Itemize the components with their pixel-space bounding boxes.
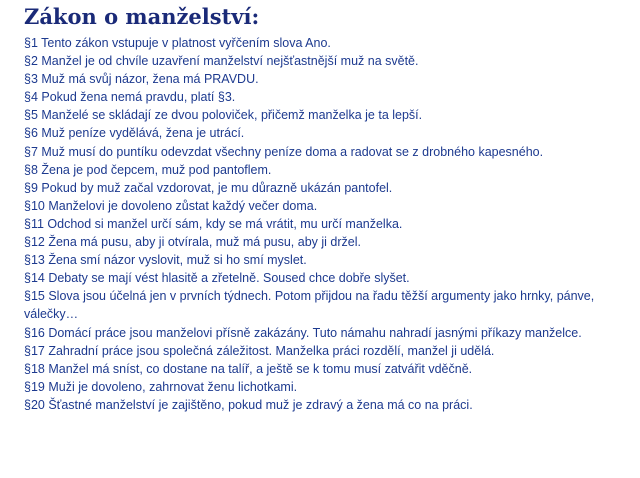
law-paragraph-6: §6 Muž peníze vydělává, žena je utrácí. <box>24 126 245 141</box>
law-paragraph-10: §10 Manželovi je dovoleno zůstat každý večer doma. <box>24 198 318 213</box>
law-paragraph-4: §4 Pokud žena nemá pravdu, platí §3. <box>24 90 236 105</box>
law-paragraph-8: §8 Žena je pod čepcem, muž pod pantoflem. <box>24 162 272 177</box>
law-paragraph-list <box>24 34 630 414</box>
law-paragraph-11: §11 Odchod si manžel určí sám, kdy se má vrátit, mu určí manželka. <box>24 216 403 231</box>
law-paragraph-2: §2 Manžel je od chvíle uzavření manželství nejšťastnější muž na světě. <box>24 54 419 69</box>
law-paragraph-1: §1 Tento zákon vstupuje v platnost vyřčením slova Ano. <box>24 36 331 50</box>
law-paragraph-3: §3 Muž má svůj názor, žena má PRAVDU. <box>24 72 259 87</box>
law-paragraph-15: §15 Slova jsou účelná jen v prvních týdnech. Potom přijdou na řadu těžší argumenty jako hrnky, pánve, válečky… <box>24 289 595 322</box>
law-paragraph-18: §18 Manžel má sníst, co dostane na talíř, a ještě se k tomu musí zatvářit vděčně. <box>24 361 473 376</box>
law-paragraph-9: §9 Pokud by muž začal vzdorovat, je mu důrazně ukázán pantofel. <box>24 180 393 195</box>
law-paragraph-7: §7 Muž musí do puntíku odevzdat všechny peníze doma a radovat se z drobného kapesného. <box>24 144 544 159</box>
law-paragraph-19: §19 Muži je dovoleno, zahrnovat ženu lichotkami. <box>24 379 298 394</box>
law-paragraph-16: §16 Domácí práce jsou manželovi přísně zakázány. Tuto námahu nahradí jasnými příkazy manželce. <box>24 325 582 340</box>
law-paragraph-20: §20 Šťastné manželství je zajištěno, pokud muž je zdravý a žena má co na práci. <box>24 397 473 412</box>
law-paragraph-13: §13 Žena smí názor vyslovit, muž si ho smí myslet. <box>24 253 307 268</box>
law-paragraph-17: §17 Zahradní práce jsou společná záležitost. Manželka práci rozdělí, manžel ji udělá. <box>24 343 495 358</box>
law-paragraph-14: §14 Debaty se mají vést hlasitě a zřetelně. Soused chce dobře slyšet. <box>24 271 410 286</box>
law-paragraph-12: §12 Žena má pusu, aby ji otvírala, muž má pusu, aby ji držel. <box>24 235 361 250</box>
page-title: Zákon o manželství: <box>24 4 260 29</box>
law-paragraph-5: §5 Manželé se skládají ze dvou poloviček, přičemž manželka je ta lepší. <box>24 108 423 123</box>
